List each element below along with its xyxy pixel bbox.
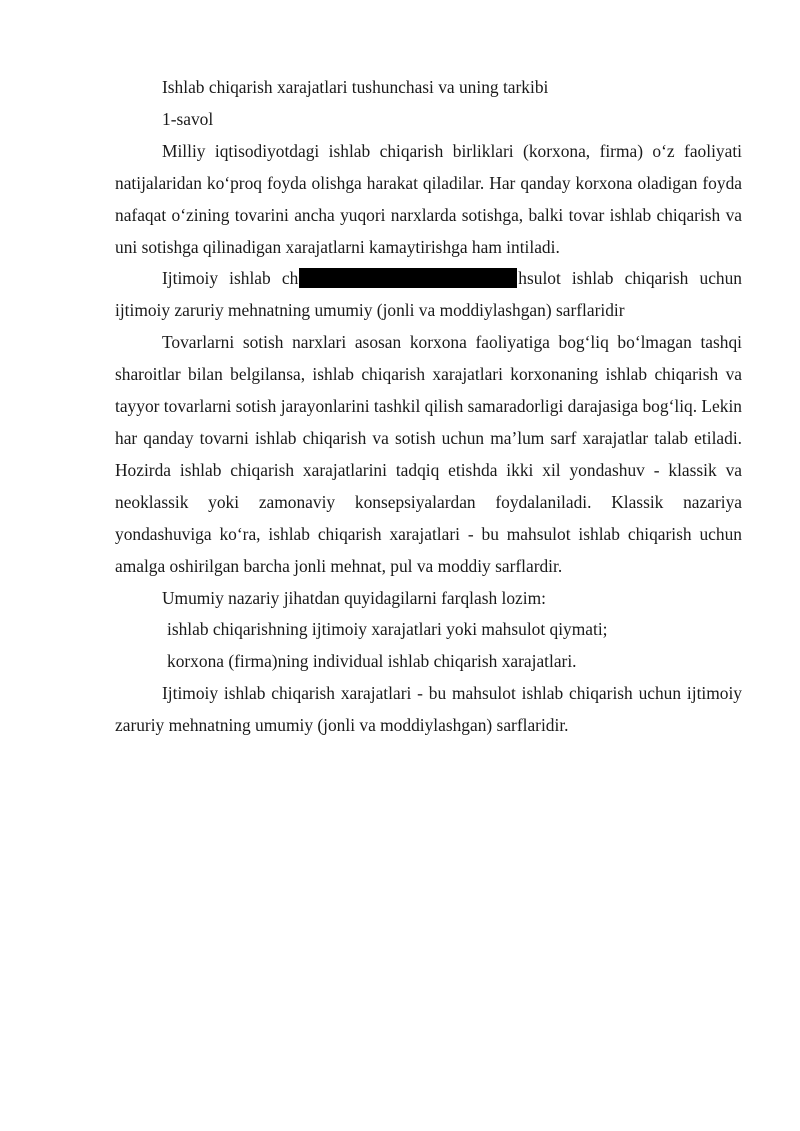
paragraph-2-end: hsulot ishlab chiqarish uchun ijtimoiy zaruriy mehnatning umumiy (jonli va moddiylashgan) sarflaridir: [115, 268, 742, 321]
question-label: 1-savol: [162, 108, 214, 129]
redaction-block: [299, 268, 517, 288]
document-title: Ishlab chiqarish xarajatlari tushunchasi va uning tarkibi: [162, 77, 549, 97]
list-item: korxona (firma)ning individual ishlab chiqarish xarajatlari.: [167, 651, 577, 672]
paragraph-2: [115, 263, 742, 327]
paragraph-2-start: Ijtimoiy ishlab ch: [162, 268, 299, 289]
paragraph-3: Tovarlarni sotish narxlari asosan korxona faoliyatiga bog‘liq bo‘lmagan tashqi sharoitlar bilan belgilansa, ishlab chiqarish xarajatlari korxonaning ishlab chiqarish va tayyor tovarlarni sotish jarayonlarini tashkil qilish samaradorligi darajasiga bog‘liq. Lekin har qanday tovarni ishlab chiqarish va sotish uchun ma’lum sarf xarajatlar talab etiladi. Hozirda ishlab chiqarish xarajatlarini tadqiq etishda ikki xil yondashuv - klassik va neoklassik yoki zamonaviy konsepsiyalardan foydalaniladi. Klassik nazariya yondashuviga ko‘ra, ishlab chiqarish xarajatlari - bu mahsulot ishlab chiqarish uchun amalga oshirilgan barcha jonli mehnat, pul va moddiy sarflardir.: [115, 332, 742, 576]
paragraph-1: Milliy iqtisodiyotdagi ishlab chiqarish birliklari (korxona, firma) o‘z faoliyati natijalaridan ko‘proq foyda olishga harakat qiladilar. Har qanday korxona oladigan foyda nafaqat o‘zining tovarini ancha yuqori narxlarda sotishga, balki tovar ishlab chiqarish va uni sotishga qilinadigan xarajatlarni kamaytirishga ham intiladi.: [115, 140, 742, 257]
paragraph-4: Umumiy nazariy jihatdan quyidagilarni farqlash lozim:: [162, 587, 546, 608]
paragraph-5: Ijtimoiy ishlab chiqarish xarajatlari - bu mahsulot ishlab chiqarish uchun ijtimoiy zaruriy mehnatning umumiy (jonli va moddiylashgan) sarflaridir.: [115, 683, 742, 736]
list-item: ishlab chiqarishning ijtimoiy xarajatlari yoki mahsulot qiymati;: [167, 619, 608, 640]
document-page: [115, 72, 742, 742]
